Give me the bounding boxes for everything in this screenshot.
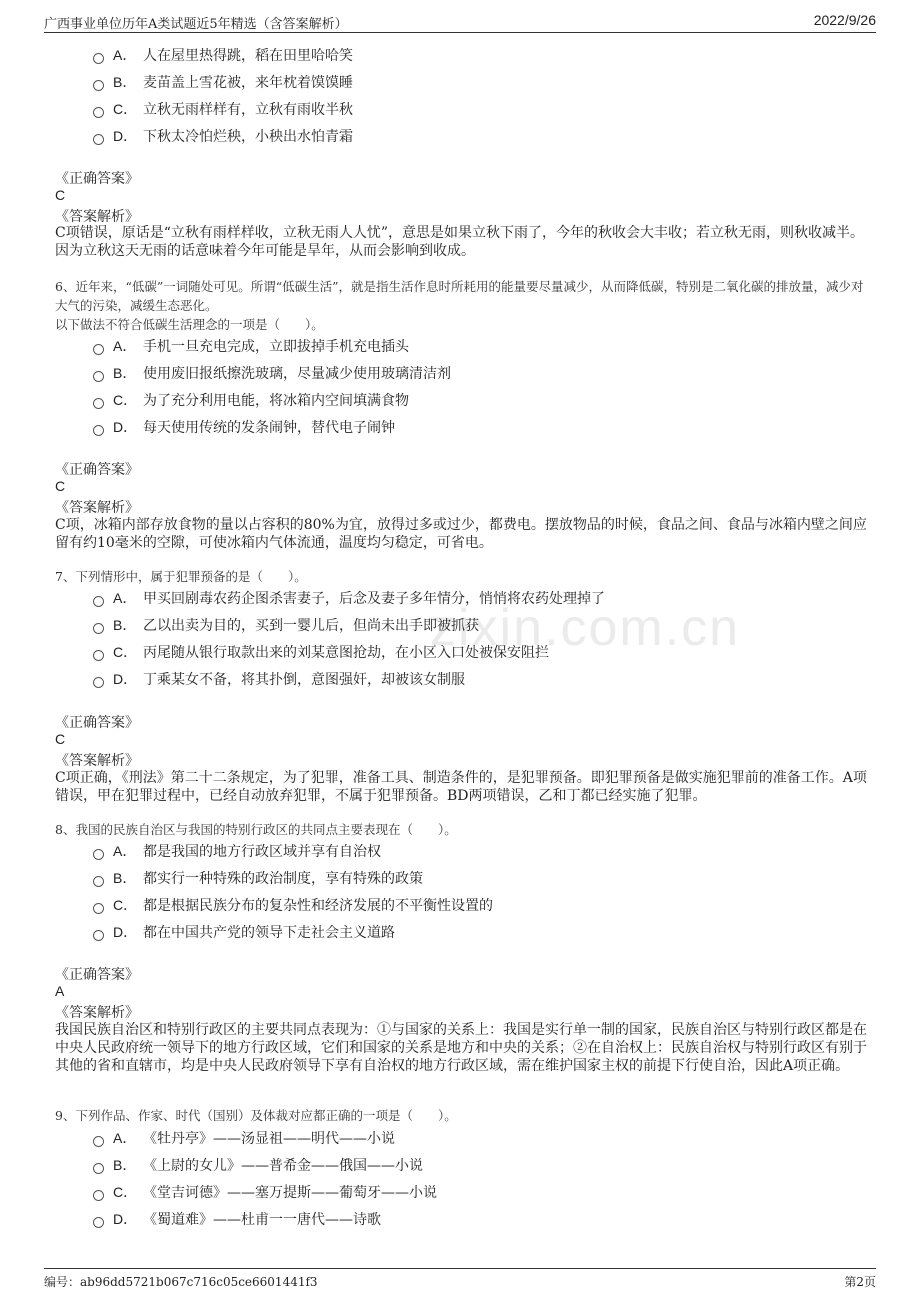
radio-icon[interactable]: [93, 849, 104, 860]
option-text: 都实行一种特殊的政治制度，享有特殊的政策: [143, 871, 423, 887]
radio-icon[interactable]: [93, 930, 104, 941]
option-key: D．: [113, 128, 138, 144]
q5-analysis: C项错误，原话是“立秋有雨样样收，立秋无雨人人忧”，意思是如果立秋下雨了，今年的秋收会大丰收；若立秋无雨，则秋收减半。因为立秋这天无雨的话意味着今年可能是旱年，从而会影响到收成。: [55, 225, 865, 259]
q7-answer-label: 《正确答案》: [55, 715, 139, 731]
document-date: 2022/9/26: [813, 12, 876, 28]
option-text: 丁乘某女不备，将其扑倒，意图强奸，却被该女制服: [143, 672, 465, 688]
q8-answer-label: 《正确答案》: [55, 967, 139, 983]
radio-icon[interactable]: [93, 371, 104, 382]
q7-stem: 7、下列情形中，属于犯罪预备的是（ ）。: [55, 569, 307, 584]
q6-option-c[interactable]: [93, 389, 409, 411]
option-text: 手机一旦充电完成，立即拔掉手机充电插头: [143, 339, 409, 355]
q7-analysis-label: 《答案解析》: [55, 753, 139, 769]
option-text: 乙以出卖为目的，买到一婴儿后，但尚未出手即被抓获: [143, 618, 479, 634]
option-key: B．: [113, 1157, 137, 1173]
option-key: D．: [113, 419, 138, 435]
option-key: D．: [113, 1211, 138, 1227]
option-key: C．: [113, 101, 138, 117]
option-key: A．: [113, 338, 137, 354]
q8-option-d[interactable]: [93, 921, 395, 943]
radio-icon[interactable]: [93, 344, 104, 355]
radio-icon[interactable]: [93, 134, 104, 145]
option-key: C．: [113, 644, 138, 660]
radio-icon[interactable]: [93, 425, 104, 436]
q8-analysis: 我国民族自治区和特别行政区的主要共同点表现为：①与国家的关系上：我国是实行单一制的国家，民族自治区与特别行政区都是在中央人民政府统一领导下的地方行政区域，它们和国家的关系是地方和中央的关系；②在自治权上：民族自治权与特别行政区有别于其他的省和直辖市，均是中央人民政府领导下享有自治权的地方行政区域，需在维护国家主权的前提下行使自治，因此A项正确。: [55, 1022, 867, 1074]
option-text: 立秋无雨样样有，立秋有雨收半秋: [143, 102, 353, 118]
q8-stem: 8、我国的民族自治区与我国的特别行政区的共同点主要表现在（ ）。: [55, 822, 457, 837]
option-text: 《蜀道难》——杜甫一一唐代——诗歌: [143, 1212, 381, 1228]
q8-option-b[interactable]: [93, 867, 423, 889]
option-text: 下秋太冷怕烂秧，小秧出水怕青霜: [143, 129, 353, 145]
document-title: 广西事业单位历年A类试题近5年精选（含答案解析）: [44, 17, 348, 32]
q5-answer-label: 《正确答案》: [55, 171, 139, 187]
q8-option-a[interactable]: [93, 840, 381, 862]
option-text: 都是根据民族分布的复杂性和经济发展的不平衡性设置的: [143, 898, 493, 914]
q9-option-d[interactable]: [93, 1208, 381, 1230]
radio-icon[interactable]: [93, 1163, 104, 1174]
q7-option-a[interactable]: [93, 587, 605, 609]
radio-icon[interactable]: [93, 398, 104, 409]
q6-analysis: C项，冰箱内部存放食物的量以占容积的80%为宜，放得过多或过少，都费电。摆放物品的时候，食品之间、食品与冰箱内壁之间应留有约10毫米的空隙，可使冰箱内气体流通，温度均匀稳定，可省电。: [55, 517, 867, 551]
q9-stem: 9、下列作品、作家、时代（国别）及体裁对应都正确的一项是（ ）。: [55, 1108, 457, 1123]
q9-option-a[interactable]: [93, 1127, 395, 1149]
option-text: 使用废旧报纸擦洗玻璃，尽量减少使用玻璃清洁剂: [143, 366, 451, 382]
radio-icon[interactable]: [93, 1136, 104, 1147]
q8-analysis-label: 《答案解析》: [55, 1005, 139, 1021]
page-footer: [44, 1268, 876, 1291]
page-number: 第2页: [844, 1275, 876, 1289]
option-text: 《上尉的女儿》——普希金——俄国——小说: [143, 1158, 423, 1174]
option-key: A．: [113, 1130, 137, 1146]
radio-icon[interactable]: [93, 623, 104, 634]
radio-icon[interactable]: [93, 876, 104, 887]
q8-option-c[interactable]: [93, 894, 493, 916]
q6-analysis-label: 《答案解析》: [55, 500, 139, 516]
option-key: D．: [113, 924, 138, 940]
q7-analysis: C项正确，《刑法》第二十二条规定，为了犯罪，准备工具、制造条件的，是犯罪预备。即犯罪预备是做实施犯罪前的准备工作。A项错误，甲在犯罪过程中，已经自动放弃犯罪，不属于犯罪预备。BD两项错误，乙和丁都已经实施了犯罪。: [55, 770, 867, 804]
radio-icon[interactable]: [93, 107, 104, 118]
q6-stem: 6、近年来，“低碳”一词随处可见。所谓“低碳生活”，就是指生活作息时所耗用的能量要尽量减少，从而降低碳，特别是二氧化碳的排放量，减少对大气的污染，减缓生态恶化。: [55, 279, 864, 313]
page-header: [44, 10, 876, 33]
q5-option-a[interactable]: [93, 44, 353, 66]
option-key: B．: [113, 617, 137, 633]
q6-option-a[interactable]: [93, 335, 409, 357]
q5-option-c[interactable]: [93, 98, 353, 120]
q8-answer: A: [55, 983, 65, 999]
radio-icon[interactable]: [93, 1190, 104, 1201]
option-text: 丙尾随从银行取款出来的刘某意图抢劫，在小区入口处被保安阻拦: [143, 645, 549, 661]
q5-answer: C: [55, 187, 66, 203]
option-text: 《牡丹亭》——汤显祖——明代——小说: [143, 1131, 395, 1147]
option-key: A．: [113, 590, 137, 606]
option-text: 人在屋里热得跳，稻在田里哈哈笑: [143, 48, 353, 64]
q7-option-d[interactable]: [93, 668, 465, 690]
q6-option-b[interactable]: [93, 362, 451, 384]
q5-analysis-label: 《答案解析》: [55, 209, 139, 225]
option-text: 每天使用传统的发条闹钟，替代电子闹钟: [143, 420, 395, 436]
option-key: D．: [113, 671, 138, 687]
option-key: A．: [113, 843, 137, 859]
q7-answer: C: [55, 731, 66, 747]
document-code: 编号：ab96dd5721b067c716c05ce6601441f3: [44, 1275, 318, 1289]
q7-option-c[interactable]: [93, 641, 549, 663]
option-key: B．: [113, 870, 137, 886]
q6-answer: C: [55, 478, 66, 494]
option-text: 《堂吉诃德》——塞万提斯——葡萄牙——小说: [143, 1185, 437, 1201]
option-text: 麦苗盖上雪花被，来年枕着馍馍睡: [143, 75, 353, 91]
radio-icon[interactable]: [93, 80, 104, 91]
radio-icon[interactable]: [93, 903, 104, 914]
option-text: 都是我国的地方行政区域并享有自治权: [143, 844, 381, 860]
option-text: 为了充分利用电能，将冰箱内空间填满食物: [143, 393, 409, 409]
radio-icon[interactable]: [93, 1217, 104, 1228]
option-key: C．: [113, 897, 138, 913]
option-key: B．: [113, 365, 137, 381]
q7-option-b[interactable]: [93, 614, 479, 636]
watermark: zixin.com.cn: [430, 599, 741, 657]
radio-icon[interactable]: [93, 596, 104, 607]
option-text: 都在中国共产党的领导下走社会主义道路: [143, 925, 395, 941]
option-key: C．: [113, 1184, 138, 1200]
q5-option-b[interactable]: [93, 71, 353, 93]
option-key: B．: [113, 74, 137, 90]
q9-option-b[interactable]: [93, 1154, 423, 1176]
radio-icon[interactable]: [93, 677, 104, 688]
q6-option-d[interactable]: [93, 416, 395, 438]
radio-icon[interactable]: [93, 53, 104, 64]
q9-option-c[interactable]: [93, 1181, 437, 1203]
radio-icon[interactable]: [93, 650, 104, 661]
q5-option-d[interactable]: [93, 125, 353, 147]
option-key: C．: [113, 392, 138, 408]
q6-stem-question: 以下做法不符合低碳生活理念的一项是（ ）。: [55, 317, 324, 332]
option-key: A．: [113, 47, 137, 63]
q6-answer-label: 《正确答案》: [55, 462, 139, 478]
option-text: 甲买回剧毒农药企图杀害妻子，后念及妻子多年情分，悄悄将农药处理掉了: [143, 591, 605, 607]
